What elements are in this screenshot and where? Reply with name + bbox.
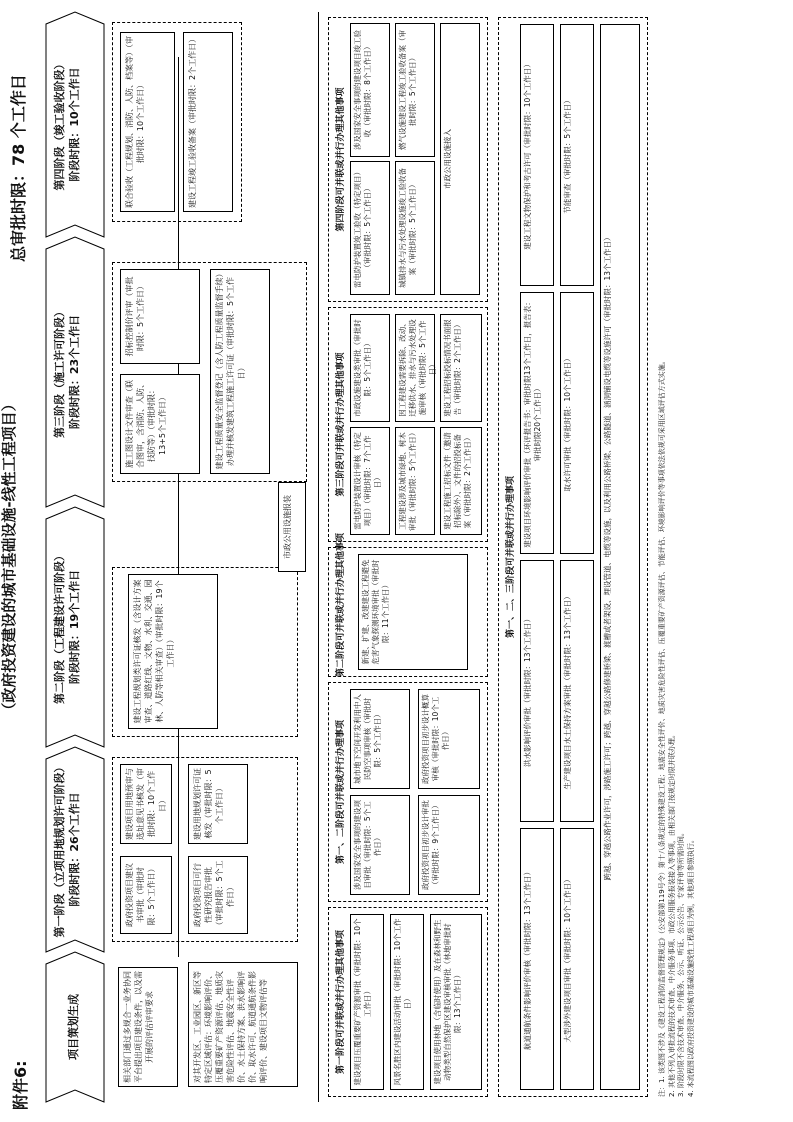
stage-chevron-4 bbox=[46, 12, 104, 237]
parallel-stage123-item: 航道通航条件影响评价审核（审批时限：13个工作日） bbox=[520, 828, 554, 1090]
parallel-stage123-item: 节能审查（审批时限：5个工作日） bbox=[560, 24, 594, 286]
note-line: 注：1. 该类图不涉及《建设工程消防监督管理规定》（公安部第119号令）第十八条规定的特殊建设工程；地震安全性评价、地质灾害危险性评估、压覆重要矿产资源评估、节能评估、环境影响评价等事项依法依规可采用区域评估方式实施。 bbox=[658, 357, 666, 1097]
stage1-item-2: 建设项目用地预审与选址意见书核发（审批时限：10个工作日） bbox=[120, 764, 172, 844]
parallel-stage123-item: 取水许可审批（审批时限：10个工作日） bbox=[560, 292, 594, 554]
parallel-stage123-item: 建设项目环境影响评价审批（环评报告书：审批时限13个工作日，报告表：审批时限20个工作日） bbox=[520, 292, 554, 554]
parallel-stage3-item: 工程建设涉及城市绿地、树木审批（审批时限：5个工作日） bbox=[395, 427, 435, 535]
stage1-item-1: 政府投资项目建议书审批（审批时限：5个工作日） bbox=[120, 856, 172, 934]
parallel-stage2-item: 新建、扩建、改建建设工程避免危害气象探测环境审批（审批时限：11个工作日） bbox=[358, 554, 468, 670]
note-line: 3. 阶段时限不含技术审查、中介服务、公示、听证、公示公告、专家评审等所需时间。 bbox=[677, 829, 685, 1097]
stage-time: 阶段时限：10个工作日 bbox=[68, 67, 81, 182]
parallel-stage12-item: 政府投资项目初步设计概算审核（审批时限：10个工作日） bbox=[418, 689, 480, 789]
parallel-stage4-item: 燃气设施建设工程竣工验收备案（审批时限：5个工作日） bbox=[395, 23, 435, 157]
planning-box-1: 相关部门通过多规合一业务协同平台提出项目建设条件，以及需开展的评估评审要求 bbox=[118, 967, 178, 1087]
parallel-stage123-footer: 跨越、穿越公路作业许可，涉路施工许可；跨越、穿越公路修建桥梁、渡槽或者架设、埋设管道、电缆等设施，以及利用公路桥梁、公路隧道、涵洞铺设电缆等设施许可（审批时限：13个工作日） bbox=[600, 24, 640, 1090]
notes bbox=[658, 17, 696, 1097]
parallel-stage4-item: 雷电防护装置竣工验收（特定项目）（审批时限：5个工作日） bbox=[350, 161, 390, 295]
parallel-stage12-item: 涉及国家安全事项的建设项目审批（审批时限：5个工作日） bbox=[350, 795, 410, 895]
stage-name: 项目策划生成 bbox=[67, 994, 80, 1060]
page-subtitle: （政府投资建设的城市基础设施-线性工程项目） bbox=[0, 396, 18, 718]
stage-chevron-1 bbox=[46, 747, 104, 952]
parallel-stage123-item: 建设工程文物保护和考古许可（审批时限：10个工作日） bbox=[520, 24, 554, 286]
attachment-label: 附件6: bbox=[11, 1060, 30, 1110]
parallel-stage123-title: 第一、二、三阶段可并联或并行办理事项 bbox=[506, 476, 516, 639]
parallel-stage4-item: 市政公用设施接入 bbox=[440, 23, 480, 295]
parallel-stage12-title: 第一、二阶段可并联或并行办理事项 bbox=[336, 720, 346, 865]
parallel-stage12-item: 城市地下空间开发利用中人民防空事项审核（审批时限：5个工作日） bbox=[350, 689, 410, 789]
stage2-item-1: 建设工程规划类许可证核发（含设计方案审查、道路红线、文物、水利、交通、园林、人防等相关审查）（审批时限：19个工作日） bbox=[128, 574, 218, 729]
section-divider bbox=[318, 12, 319, 1102]
parallel-stage123-item: 洪水影响评价审批（审批时限：13个工作日） bbox=[520, 560, 554, 822]
parallel-stage4-item: 涉及国家安全事项的建设项目竣工验收（审批时限：8个工作日） bbox=[350, 23, 390, 157]
stage-chevron-2 bbox=[46, 507, 104, 747]
stage-name: 第一阶段（立项用地规划许可阶段） bbox=[53, 761, 66, 938]
planning-box-2: 对其开发区、工业园区、新区等特定区域评估：环境影响评价、压覆重要矿产资源评估、地质灾害危险性评估、地震安全性评价、水土保持方案、洪水影响评价、取水许可、航道通航条件影响评价、建设项目文物评估等 bbox=[188, 962, 298, 1087]
parallel-stage3-item: 雷电防护装置设计审核（特定项目）（审批时限：7个工作日） bbox=[350, 427, 390, 535]
stage-chevron-3 bbox=[46, 237, 104, 507]
parallel-stage3-item: 市政设施建设类审批（审批时限：5个工作日） bbox=[350, 314, 390, 422]
total-time: 总审批时限：78 个工作日 bbox=[9, 74, 28, 262]
parallel-stage3-item: 建设工程招标投标情况书面报告（审批时限：2个工作日） bbox=[440, 314, 482, 422]
parallel-stage4-title: 第四阶段可并联或并行办理其他事项 bbox=[336, 87, 346, 232]
stage3-item-2: 招标控制价评审（审批时限：5个工作日） bbox=[120, 269, 200, 364]
parallel-stage3-item: 因工程建设需要拆除、改动、迁移供水、排水与污水处理设施审核（审批时限：5个工作日） bbox=[395, 314, 435, 422]
parallel-stage4-item: 城镇排水与污水处理设施竣工验收备案（审批时限：5个工作日） bbox=[395, 161, 435, 295]
stage-time: 阶段时限：23个工作日 bbox=[68, 314, 81, 430]
stage3-item-4: 市政公用设施报装 bbox=[278, 482, 306, 572]
parallel-stage3-item: 建设工程施工招标文件（邀请招标除外）、文件的招投标备案（审批时限：2个工作日） bbox=[440, 427, 482, 535]
stage3-item-1: 施工图设计文件审查（联合图审，含消防、人防、技防等）（审批时限：13+5个工作日） bbox=[120, 374, 200, 474]
stage1-item-3: 政府投资项目可行性研究报告审批（审批时限：5个工作日） bbox=[188, 856, 248, 934]
stage-name: 第二阶段（工程建设许可阶段） bbox=[53, 550, 66, 704]
note-line: 4. 本流程图以政府投资建设的城市基础设施线性工程项目为例，其他项目参照执行。 bbox=[686, 836, 695, 1097]
stage-time: 阶段时限：19个工作日 bbox=[68, 569, 81, 685]
note-line: 2. 其他不列入审批流程的技术审查、中介服务事项、市政公用服务报装接入等事项，由相关部门按规定时限并联办理。 bbox=[667, 731, 676, 1097]
parallel-stage1-item: 建设项目压覆重要矿产资源审批（审批时限：10个工作日） bbox=[350, 914, 384, 1090]
parallel-stage123-item: 生产建设项目水土保持方案审批（审批时限：13个工作日） bbox=[560, 560, 594, 822]
parallel-stage1-item: 建设项目使用林地（含临时使用）及在森林和野生动物类型自然保护区建设审核审批（林地审批时限：13个工作日） bbox=[430, 914, 482, 1090]
stage1-item-4: 建设用地规划许可证核发（审批时限：5个工作日） bbox=[188, 764, 248, 844]
stage3-item-3: 建设工程质量安全监督登记（含人防工程质量监督手续）办理并核发建筑工程施工许可证（审批时限：5个工作日） bbox=[210, 269, 270, 474]
parallel-stage1-item: 风景名胜区内建设活动审批（审批时限：10个工作日） bbox=[390, 914, 424, 1090]
parallel-stage12-item: 政府投资项目初步设计审批（审批时限：9个工作日） bbox=[418, 795, 480, 895]
stage-chevron-planning bbox=[46, 952, 104, 1102]
stage-name: 第四阶段（竣工验收阶段） bbox=[53, 58, 66, 191]
parallel-stage3-title: 第三阶段可并联或并行办理其他事项 bbox=[336, 352, 346, 497]
stage4-item-2: 建设工程竣工验收备案（审批时限：2个工作日） bbox=[183, 32, 233, 212]
stage4-item-1: 联合验收（工程规划、消防、人防、档案等）（审批时限：10个工作日） bbox=[120, 32, 175, 212]
parallel-stage2-title: 第二阶段可并联或并行办理其他事项 bbox=[336, 532, 346, 677]
stage-name: 第三阶段（施工许可阶段） bbox=[53, 306, 66, 438]
stage-time: 阶段时限：26个工作日 bbox=[68, 792, 81, 907]
parallel-stage1-title: 第一阶段可并联或并行办理其他事项 bbox=[336, 930, 346, 1075]
parallel-stage123-item: 大型涉外建设项目审批（审批时限：10个工作日） bbox=[560, 828, 594, 1090]
